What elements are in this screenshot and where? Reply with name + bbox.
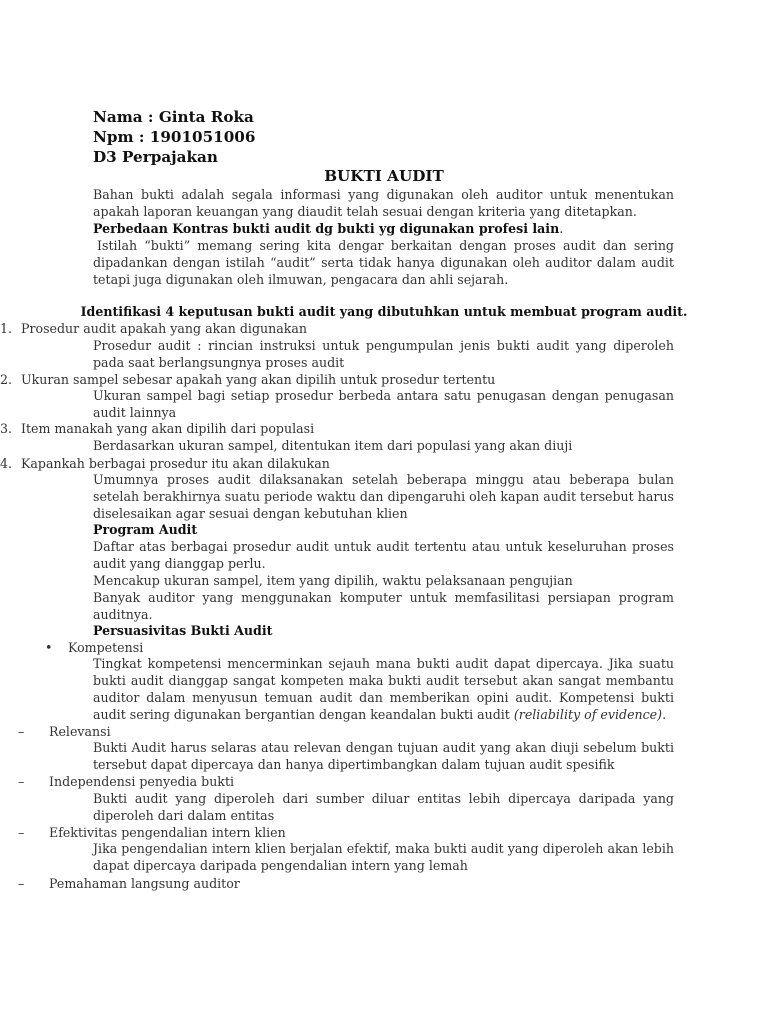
program-paragraph-1: Daftar atas berbagai prosedur audit untuk audit tertentu atau untuk keseluruhan proses audit yang dianggap perlu. [93,539,674,571]
decision-description: Berdasarkan ukuran sampel, ditentukan item dari populasi yang akan diuji [93,438,573,453]
decision-label: Ukuran sampel sebesar apakah yang akan dipilih untuk prosedur tertentu [21,372,496,387]
persuasif-item-label: Efektivitas pengendalian intern klien [49,825,286,840]
dash-icon: – [18,774,25,789]
dash-icon: – [18,825,25,840]
persuasif-item-label: Independensi penyedia bukti [49,774,235,789]
dash-icon: – [18,724,25,739]
contrast-heading-end: . [559,221,564,236]
persuasif-item-description: Bukti audit yang diperoleh dari sumber diluar entitas lebih dipercaya daripada yang diperoleh dari dalam entitas [93,791,674,823]
contrast-heading [93,220,563,237]
decision-description: Ukuran sampel bagi setiap prosedur berbeda antara satu penugasan dengan penugasan audit lainnya [93,388,674,420]
page-title: BUKTI AUDIT [324,167,444,185]
intro-paragraph: Bahan bukti adalah segala informasi yang digunakan oleh auditor untuk menentukan apakah laporan keuangan yang diaudit telah sesuai dengan kriteria yang ditetapkan. [93,187,674,219]
decision-label: Item manakah yang akan dipilih dari populasi [21,421,315,436]
contrast-heading-text: Perbedaan Kontras bukti audit dg bukti yg digunakan profesi lain [93,221,560,236]
decision-description: Prosedur audit : rincian instruksi untuk pengumpulan jenis bukti audit yang diperoleh pada saat berlangsungnya proses audit [93,338,674,370]
kompetensi-label: Kompetensi [68,640,144,655]
decision-number: 4. [0,456,13,471]
decision-number: 3. [0,421,13,436]
persuasif-item-description: Bukti Audit harus selaras atau relevan dengan tujuan audit yang akan diuji sebelum bukti tersebut dapat dipercaya dan hanya dipertimbangkan dalam tujuan audit spesifik [93,740,674,772]
kompetensi-text: Tingkat kompetensi mencerminkan sejauh mana bukti audit dapat dipercaya. Jika suatu bukti audit dianggap sangat kompeten maka bukti audit tersebut akan sangat membantu auditor dalam menyusun temuan audit dan memberikan opini audit. Kompetensi bukti audit sering digunakan bergantian dengan keandalan bukti audit [93,656,674,722]
persuasif-item-label: Pemahaman langsung auditor [49,876,240,891]
program-paragraph-2: Mencakup ukuran sampel, item yang dipilih, waktu pelaksanaan pengujian [93,573,573,588]
persuasif-item-label: Relevansi [49,724,111,739]
kompetensi-end: . [662,707,667,722]
bullet-icon: • [45,640,53,655]
contrast-paragraph: Istilah “bukti” memang sering kita dengar berkaitan dengan proses audit dan sering dipadankan dengan istilah “audit” serta tidak hanya digunakan oleh auditor dalam audit tetapi juga digunakan oleh ilmuwan, pengacara dan ahli sejarah. [93,238,674,287]
student-npm: Npm : 1901051006 [93,128,256,146]
decisions-heading: Identifikasi 4 keputusan bukti audit yang dibutuhkan untuk membuat program audit. [80,304,688,319]
persuasif-heading: Persuasivitas Bukti Audit [93,623,273,638]
persuasif-item-description: Jika pengendalian intern klien berjalan efektif, maka bukti audit yang diperoleh akan lebih dapat dipercaya daripada pengendalian intern yang lemah [93,841,674,873]
program-heading: Program Audit [93,522,198,537]
study-program: D3 Perpajakan [93,148,218,166]
kompetensi-italic: (reliability of evidence) [513,707,663,722]
decision-description: Umumnya proses audit dilaksanakan setelah beberapa minggu atau beberapa bulan setelah berakhirnya suatu periode waktu dan dipengaruhi oleh kapan audit tersebut harus diselesaikan agar sesuai dengan kebutuhan klien [93,472,674,521]
decision-number: 1. [0,321,13,336]
kompetensi-paragraph [93,655,674,723]
decision-label: Kapankah berbagai prosedur itu akan dilakukan [21,456,330,471]
decision-number: 2. [0,372,13,387]
decision-label: Prosedur audit apakah yang akan digunakan [21,321,307,336]
dash-icon: – [18,876,25,891]
student-name: Nama : Ginta Roka [93,108,254,126]
program-paragraph-3: Banyak auditor yang menggunakan komputer untuk memfasilitasi persiapan program auditnya. [93,590,674,622]
